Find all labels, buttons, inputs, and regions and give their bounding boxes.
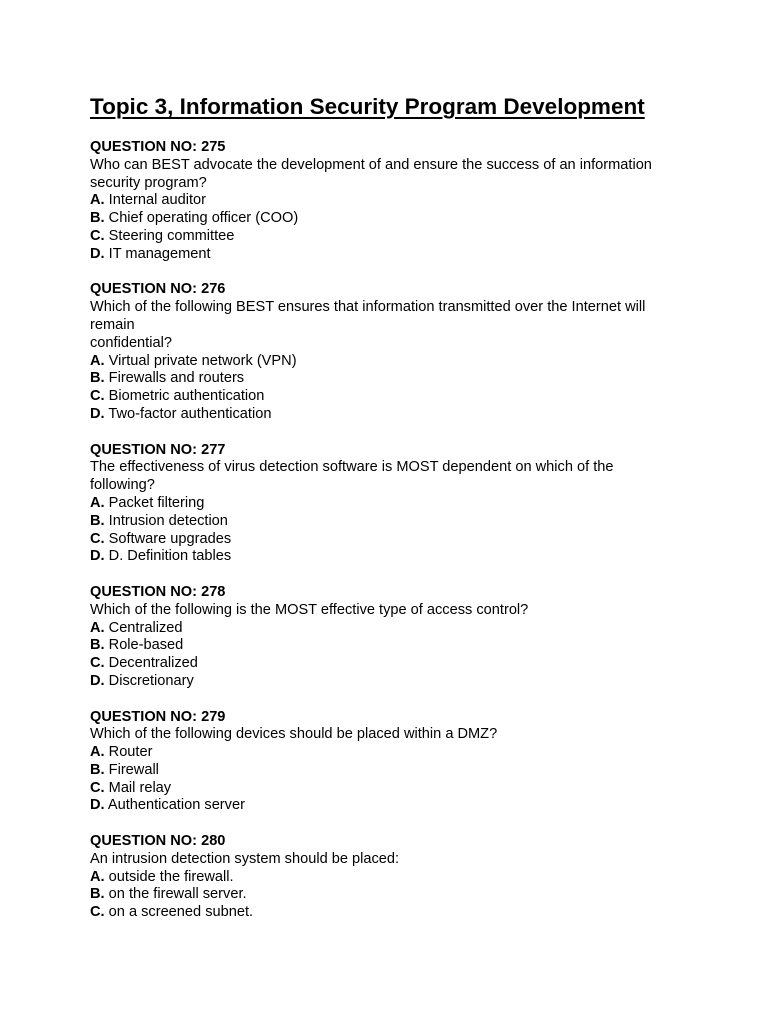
answer-option [90, 228, 690, 246]
question-stem-line: security program? [90, 174, 207, 191]
option-letter: A. [90, 619, 105, 636]
question-number: QUESTION NO: 276 [90, 281, 226, 298]
option-letter: D. [90, 672, 105, 689]
option-text: Steering committee [108, 227, 235, 244]
option-letter: D. [90, 797, 105, 814]
question-stem-line: Which of the following devices should be placed within a DMZ? [90, 726, 498, 743]
option-letter: D. [90, 405, 105, 422]
option-letter: B. [90, 512, 105, 529]
option-letter: A. [90, 868, 105, 885]
answer-option [90, 886, 690, 904]
option-text: Intrusion detection [108, 512, 228, 529]
answer-option [90, 353, 690, 371]
answer-option [90, 762, 690, 780]
option-text: Mail relay [108, 779, 172, 796]
question-number: QUESTION NO: 277 [90, 441, 226, 458]
option-text: Virtual private network (VPN) [108, 352, 297, 369]
question-block [90, 833, 690, 922]
option-text: Router [108, 744, 153, 761]
option-text: Biometric authentication [108, 388, 265, 405]
option-letter: B. [90, 886, 105, 903]
option-letter: C. [90, 227, 105, 244]
answer-option [90, 388, 690, 406]
question-stem [90, 459, 690, 495]
answer-option [90, 797, 690, 815]
question-stem [90, 299, 690, 352]
question-stem-line: The effectiveness of virus detection software is MOST dependent on which of the [90, 459, 614, 476]
question-stem-line: remain [90, 316, 135, 333]
document-page [90, 92, 690, 940]
option-text: Two-factor authentication [108, 405, 272, 422]
option-text: on the firewall server. [108, 886, 247, 903]
option-text: on a screened subnet. [108, 904, 254, 921]
option-text: Firewall [108, 761, 159, 778]
question-block [90, 281, 690, 423]
question-number: QUESTION NO: 278 [90, 583, 226, 600]
option-letter: C. [90, 904, 105, 921]
question-stem [90, 602, 690, 620]
option-letter: D. [90, 245, 105, 262]
option-letter: B. [90, 370, 105, 387]
question-stem-line: confidential? [90, 334, 172, 351]
answer-option [90, 531, 690, 549]
option-letter: C. [90, 655, 105, 672]
answer-option [90, 904, 690, 922]
option-letter: C. [90, 388, 105, 405]
question-list [90, 139, 690, 922]
option-text: IT management [108, 245, 211, 262]
answer-option [90, 513, 690, 531]
answer-option [90, 495, 690, 513]
answer-option [90, 210, 690, 228]
topic-title: Topic 3, Information Security Program Development [90, 94, 645, 119]
question-block [90, 442, 690, 567]
option-text: Decentralized [108, 655, 198, 672]
answer-option [90, 673, 690, 691]
question-stem-line: Which of the following is the MOST effective type of access control? [90, 601, 529, 618]
option-text: outside the firewall. [108, 868, 234, 885]
option-text: Software upgrades [108, 530, 232, 547]
question-number: QUESTION NO: 275 [90, 139, 226, 155]
option-letter: D. [90, 548, 105, 565]
question-stem [90, 851, 690, 869]
question-stem-line: following? [90, 477, 155, 494]
answer-option [90, 406, 690, 424]
question-stem [90, 726, 690, 744]
option-text: Discretionary [108, 672, 194, 689]
option-letter: B. [90, 637, 105, 654]
question-block [90, 139, 690, 264]
option-letter: A. [90, 352, 105, 369]
option-letter: C. [90, 530, 105, 547]
option-letter: A. [90, 494, 105, 511]
answer-option [90, 744, 690, 762]
option-letter: A. [90, 744, 105, 761]
question-stem [90, 157, 690, 193]
option-text: Packet filtering [108, 494, 205, 511]
option-text: Firewalls and routers [108, 370, 245, 387]
answer-option [90, 246, 690, 264]
option-text: Centralized [108, 619, 183, 636]
answer-option [90, 655, 690, 673]
question-stem-line: An intrusion detection system should be placed: [90, 850, 400, 867]
answer-option [90, 370, 690, 388]
answer-option [90, 192, 690, 210]
question-stem-line: Who can BEST advocate the development of and ensure the success of an information [90, 156, 652, 173]
question-block [90, 584, 690, 691]
option-text: D. Definition tables [108, 548, 232, 565]
answer-option [90, 780, 690, 798]
question-number: QUESTION NO: 280 [90, 833, 226, 850]
question-number: QUESTION NO: 279 [90, 708, 226, 725]
answer-option [90, 637, 690, 655]
answer-option [90, 869, 690, 887]
answer-option [90, 548, 690, 566]
option-text: Internal auditor [108, 192, 207, 209]
option-text: Chief operating officer (COO) [108, 210, 299, 227]
option-letter: A. [90, 192, 105, 209]
option-letter: B. [90, 761, 105, 778]
option-text: Role-based [108, 637, 184, 654]
option-letter: C. [90, 779, 105, 796]
option-text: Authentication server [107, 797, 245, 814]
question-block [90, 709, 690, 816]
option-letter: B. [90, 210, 105, 227]
question-stem-line: Which of the following BEST ensures that information transmitted over the Internet will [90, 299, 646, 316]
answer-option [90, 620, 690, 638]
